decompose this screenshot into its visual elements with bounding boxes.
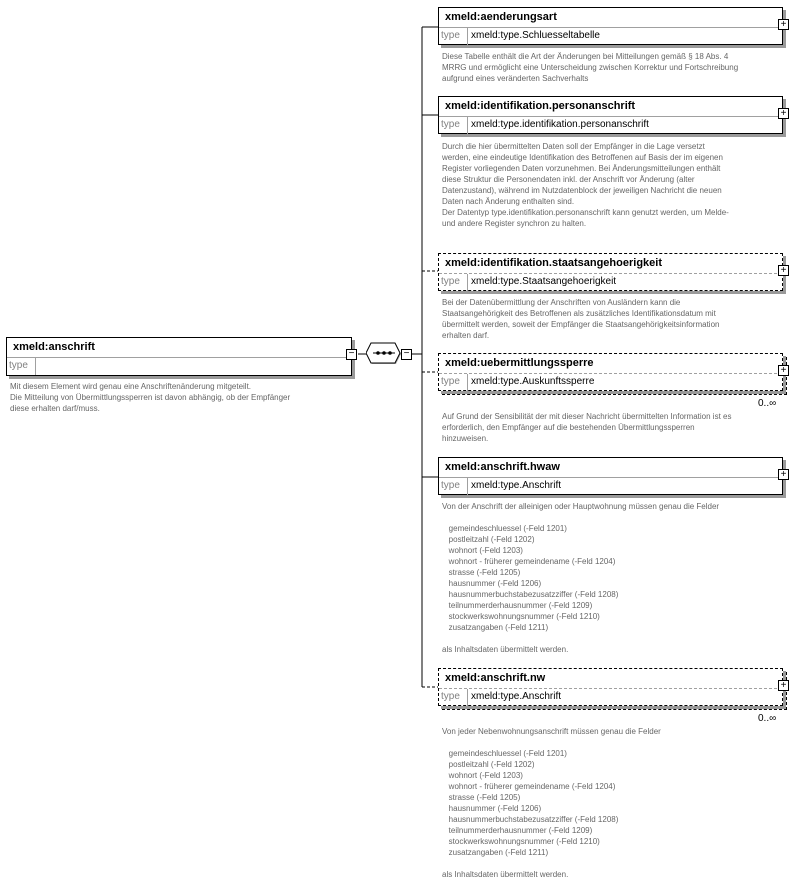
child-doc: Von der Anschrift der alleinigen oder Hauptwohnung müssen genau die Felder gemeindeschluessel (-Feld 1201) postleitzahl (-Feld 1202) wohnort (-Feld 1203) wohnort - früherer gemeindename (-Feld 1204) strasse (-Feld 1205) hausnummer (-Feld 1206) hausnummerbuchstabezusatzziffer (-Feld 1208) teilnummerderhausnummer (-Feld 1209) stockwerkswohnungsnummer (-Feld 1210) zusatzangaben (-Feld 1211) als Inhaltsdaten übermittelt werden. [442,502,720,654]
root-element-name: xmeld:anschrift [13,341,95,353]
child-element-name: xmeld:identifikation.personanschrift [445,100,636,112]
type-value: xmeld:type.Auskunftssperre [471,376,595,387]
type-label: type [439,689,468,706]
type-value: xmeld:type.Staatsangehoerigkeit [471,276,617,287]
child-element-identifikation-staatsangehoerigkeit[interactable] [438,253,783,291]
child-element-name: xmeld:identifikation.staatsangehoerigkeit [445,257,662,269]
child-doc: Bei der Datenübermittlung der Anschriften von Ausländern kann die Staatsangehörigkeit des Betroffenen als zusätzliches Identifikationsdatum mit übermittelt werden, soweit der Empfänger die Staatsangehörigkeitsinformation erhalten darf. [442,298,720,340]
type-label: type [439,28,468,45]
type-label: type [439,478,468,495]
type-value: xmeld:type.Anschrift [471,691,562,702]
child-doc: Auf Grund der Sensibilität der mit dieser Nachricht übermittelten Information ist es erforderlich, den Empfänger auf die bestehenden Übermittlungssperren hinzuweisen. [442,412,732,443]
expand-icon[interactable]: + [778,365,789,376]
child-element-name: xmeld:uebermittlungssperre [445,357,594,369]
root-type-value [36,358,39,375]
expand-icon[interactable]: + [778,680,789,691]
child-element-aenderungsart[interactable] [438,7,783,45]
root-type-label: type [7,358,36,375]
child-element-name: xmeld:anschrift.nw [445,672,546,684]
child-element-anschrift-nw[interactable] [438,668,783,706]
child-element-name: xmeld:anschrift.hwaw [445,461,560,473]
child-element-uebermittlungssperre[interactable] [438,353,783,391]
type-label: type [439,117,468,134]
child-doc: Durch die hier übermittelten Daten soll der Empfänger in die Lage versetzt werden, eine eindeutige Identifikation des Betroffenen auf Basis der im eigenen Register vorliegenden Daten vorzunehmen. Bei Änderungsmitteilungen enthält diese Struktur die Personendaten inkl. der Anschrift vor Änderung (alter Datenzustand), während im Nutzdatenblock der jeweiligen Nachricht die neuen Daten nach Änderung enthalten sind. Der Datentyp type.identifikation.personanschrift kann genutzt werden, um Melde- und andere Register synchron zu halten. [442,142,729,228]
collapse-icon[interactable]: − [346,349,357,360]
sequence-compositor-icon [366,342,402,366]
cardinality-label: 0..∞ [758,713,777,724]
type-value: xmeld:type.Anschrift [471,480,562,491]
expand-icon[interactable]: + [778,19,789,30]
sequence-collapse-icon[interactable]: − [401,349,412,360]
root-element-box[interactable] [6,337,352,376]
type-value: xmeld:type.identifikation.personanschrift [471,119,649,130]
root-doc: Mit diesem Element wird genau eine Anschriftenänderung mitgeteilt. Die Mitteilung von Übermittlungssperren ist davon abhängig, ob der Empfänger diese erhalten darf/muss. [10,382,291,413]
type-label: type [439,374,468,391]
child-element-name: xmeld:aenderungsart [445,11,557,23]
child-doc: Von jeder Nebenwohnungsanschrift müssen genau die Felder gemeindeschluessel (-Feld 1201) postleitzahl (-Feld 1202) wohnort (-Feld 1203) wohnort - früherer gemeindename (-Feld 1204) strasse (-Feld 1205) hausnummer (-Feld 1206) hausnummerbuchstabezusatzziffer (-Feld 1208) teilnummerderhausnummer (-Feld 1209) stockwerkswohnungsnummer (-Feld 1210) zusatzangaben (-Feld 1211) als Inhaltsdaten übermittelt werden. [442,727,661,879]
child-doc: Diese Tabelle enthält die Art der Änderungen bei Mitteilungen gemäß § 18 Abs. 4 MRRG und ermöglicht eine Unterscheidung zwischen Korrektur und Fortschreibung aufgrund eines veränderten Sachverhalts [442,52,739,83]
expand-icon[interactable]: + [778,469,789,480]
child-element-anschrift-hwaw[interactable] [438,457,783,495]
expand-icon[interactable]: + [778,108,789,119]
expand-icon[interactable]: + [778,265,789,276]
type-label: type [439,274,468,291]
cardinality-label: 0..∞ [758,398,777,409]
child-element-identifikation-personanschrift[interactable] [438,96,783,134]
type-value: xmeld:type.Schluesseltabelle [471,30,600,41]
